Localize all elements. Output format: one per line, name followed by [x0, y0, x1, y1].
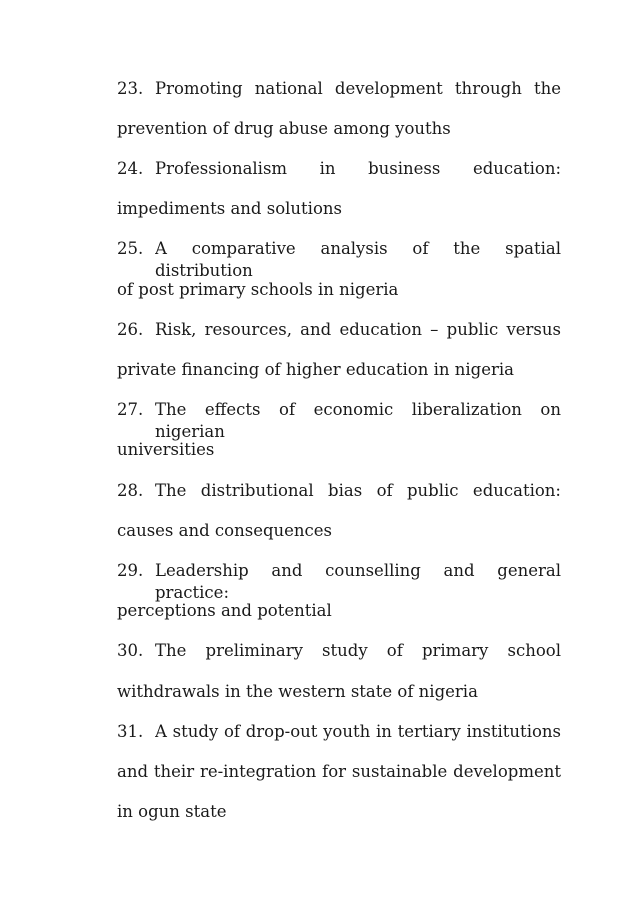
entry-title: A comparative analysis of the spatial distribution: [155, 239, 561, 280]
entry-number: 30.: [117, 641, 144, 660]
entry-30-line-2: withdrawals in the western state of nigeria: [117, 682, 478, 701]
entry-title: Professionalism in business education:: [155, 159, 561, 178]
entry-title: A study of drop-out youth in tertiary institutions: [155, 722, 561, 741]
entry-24-line-2: impediments and solutions: [117, 199, 342, 218]
entry-title: Risk, resources, and education – public versus: [155, 320, 561, 339]
entry-23-line-1: [117, 78, 561, 100]
entry-number: 27.: [117, 400, 144, 419]
entry-number: 29.: [117, 561, 144, 580]
entry-title: Leadership and counselling and general practice:: [155, 561, 561, 602]
entry-25-line-2: of post primary schools in nigeria: [117, 280, 399, 299]
entry-title: The preliminary study of primary school: [155, 641, 561, 660]
entry-number: 23.: [117, 79, 144, 98]
entry-number: 24.: [117, 159, 144, 178]
entry-26-line-2: private financing of higher education in nigeria: [117, 360, 514, 379]
entry-28-line-1: [117, 480, 561, 502]
entry-28-line-2: causes and consequences: [117, 521, 333, 540]
entry-29-line-2: perceptions and potential: [117, 601, 332, 620]
entry-27-line-2: universities: [117, 440, 215, 459]
entry-title: Promoting national development through the: [155, 79, 561, 98]
entry-25-line-1: [117, 238, 561, 282]
entry-27-line-1: [117, 399, 561, 443]
entry-31-line-3: in ogun state: [117, 802, 227, 821]
entry-31-line-1: [117, 721, 561, 743]
entry-title: The effects of economic liberalization on nigerian: [155, 400, 561, 441]
entry-30-line-1: [117, 640, 561, 662]
entry-number: 28.: [117, 481, 144, 500]
entry-23-line-2: prevention of drug abuse among youths: [117, 119, 451, 138]
entry-number: 26.: [117, 320, 144, 339]
entry-24-line-1: [117, 158, 561, 180]
entry-26-line-1: [117, 319, 561, 341]
entry-number: 31.: [117, 722, 144, 741]
entry-29-line-1: [117, 560, 561, 604]
entry-31-line-2: and their re-integration for sustainable development: [117, 762, 561, 781]
entry-number: 25.: [117, 239, 144, 258]
entry-title: The distributional bias of public education:: [155, 481, 561, 500]
